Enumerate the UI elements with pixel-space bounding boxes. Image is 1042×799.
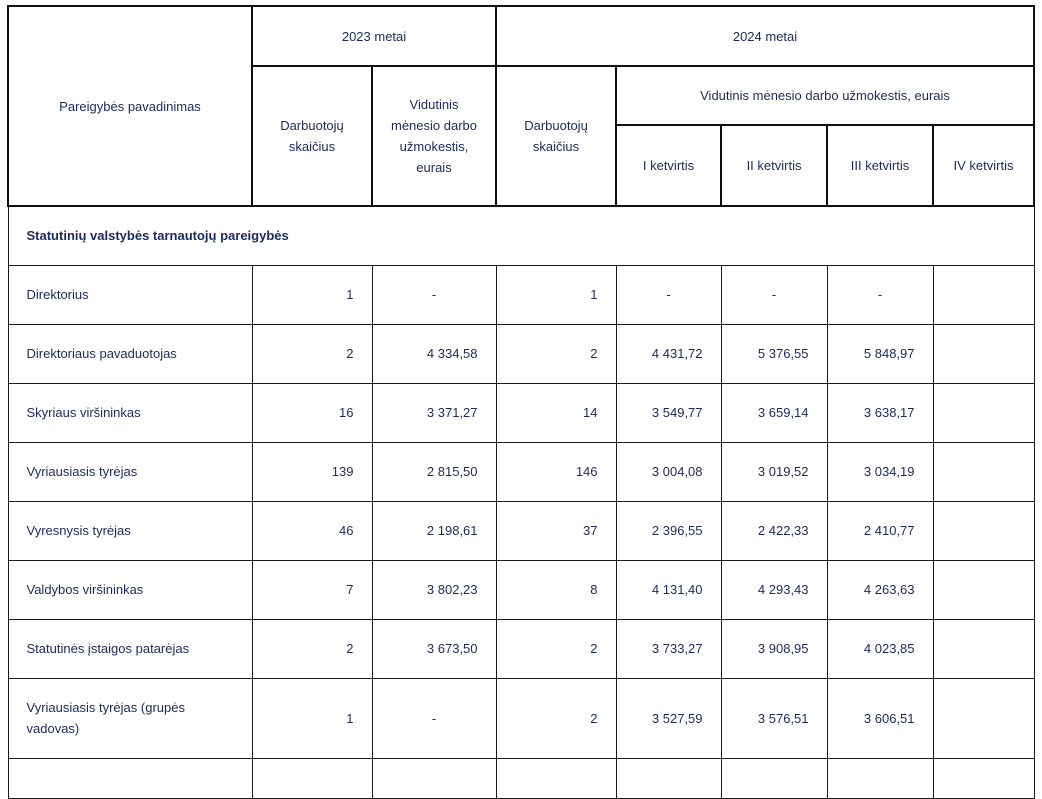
cell-q3: 3 638,17: [827, 383, 933, 442]
cell-employees-2024: 2: [496, 678, 616, 758]
cell-salary-2023: 3 371,27: [372, 383, 496, 442]
cell-q1: -: [616, 265, 721, 324]
cell-q2: 3 659,14: [721, 383, 827, 442]
cell-employees-2024: 2: [496, 619, 616, 678]
cell-employees-2023: 2: [252, 619, 372, 678]
salary-table: [7, 5, 1035, 799]
cell-q2: 2 422,33: [721, 501, 827, 560]
cell-q1: 4 431,72: [616, 324, 721, 383]
cell-q2: 3 576,51: [721, 678, 827, 758]
header-avg-salary-2023-text: Vidutinis mėnesio darbo užmokestis, eurais: [391, 97, 477, 175]
header-q4: [933, 125, 1034, 206]
cell-employees-2024: 146: [496, 442, 616, 501]
table-row: [8, 501, 1034, 560]
cell-empty: [827, 758, 933, 798]
table-body: [8, 6, 1034, 798]
cell-employees-2023: 7: [252, 560, 372, 619]
cell-employees-2024: 14: [496, 383, 616, 442]
cell-q1: 3 733,27: [616, 619, 721, 678]
cell-position: Direktorius: [8, 265, 252, 324]
header-employees-2024: [496, 66, 616, 206]
cell-q2: -: [721, 265, 827, 324]
cell-empty: [616, 758, 721, 798]
header-year-2024: 2024 metai: [496, 6, 1034, 66]
cell-q2: 4 293,43: [721, 560, 827, 619]
cell-employees-2023: 46: [252, 501, 372, 560]
header-q1: I ketvirtis: [616, 125, 721, 206]
header-employees-2024-text: Darbuotojų skaičius: [524, 118, 588, 154]
cell-q3: 4 023,85: [827, 619, 933, 678]
header-avg-salary-2024: Vidutinis mėnesio darbo užmokestis, eurais: [616, 66, 1034, 125]
cell-position: Valdybos viršininkas: [8, 560, 252, 619]
cell-employees-2023: 2: [252, 324, 372, 383]
cell-q3: -: [827, 265, 933, 324]
cell-q3: 3 606,51: [827, 678, 933, 758]
cell-q3: 2 410,77: [827, 501, 933, 560]
cell-q3: 3 034,19: [827, 442, 933, 501]
cell-employees-2023: 139: [252, 442, 372, 501]
cell-salary-2023: -: [372, 265, 496, 324]
header-q3: III ketvirtis: [827, 125, 933, 206]
cell-empty: [8, 758, 252, 798]
cell-salary-2023: -: [372, 678, 496, 758]
cell-salary-2023: 2 815,50: [372, 442, 496, 501]
table-row-partial: [8, 758, 1034, 798]
cell-empty: [252, 758, 372, 798]
cell-q2: 5 376,55: [721, 324, 827, 383]
header-year-2023: 2023 metai: [252, 6, 496, 66]
cell-employees-2023: 1: [252, 678, 372, 758]
table-row: [8, 560, 1034, 619]
cell-q1: 3 527,59: [616, 678, 721, 758]
cell-q3: 4 263,63: [827, 560, 933, 619]
cell-q4: [933, 678, 1034, 758]
cell-q2: 3 019,52: [721, 442, 827, 501]
cell-employees-2023: 16: [252, 383, 372, 442]
cell-empty: [496, 758, 616, 798]
cell-salary-2023: 2 198,61: [372, 501, 496, 560]
cell-position: Skyriaus viršininkas: [8, 383, 252, 442]
header-employees-2023-text: Darbuotojų skaičius: [280, 118, 344, 154]
header-position-name: Pareigybės pavadinimas: [8, 6, 252, 206]
cell-employees-2023: 1: [252, 265, 372, 324]
cell-q1: 3 004,08: [616, 442, 721, 501]
table-row: [8, 442, 1034, 501]
cell-q1: 2 396,55: [616, 501, 721, 560]
cell-empty: [933, 758, 1034, 798]
cell-salary-2023: 3 673,50: [372, 619, 496, 678]
cell-q4: [933, 560, 1034, 619]
section-title: Statutinių valstybės tarnautojų pareigybės: [8, 206, 1034, 265]
cell-employees-2024: 2: [496, 324, 616, 383]
cell-employees-2024: 8: [496, 560, 616, 619]
cell-employees-2024: 37: [496, 501, 616, 560]
cell-employees-2024: 1: [496, 265, 616, 324]
header-row-years: [8, 6, 1034, 66]
cell-q4: [933, 265, 1034, 324]
table-row: [8, 265, 1034, 324]
table-row: [8, 383, 1034, 442]
cell-salary-2023: 4 334,58: [372, 324, 496, 383]
table-row: [8, 678, 1034, 758]
table-row: [8, 324, 1034, 383]
header-employees-2023: [252, 66, 372, 206]
section-row: [8, 206, 1034, 265]
cell-q4: [933, 442, 1034, 501]
cell-position-text: Vyriausiasis tyrėjas (grupės vadovas): [26, 700, 185, 736]
cell-empty: [721, 758, 827, 798]
header-avg-salary-2023: [372, 66, 496, 206]
cell-position: [8, 678, 252, 758]
cell-q1: 4 131,40: [616, 560, 721, 619]
cell-empty: [372, 758, 496, 798]
cell-q4: [933, 383, 1034, 442]
cell-q4: [933, 501, 1034, 560]
header-q4-text: IV ketvirtis: [953, 158, 1014, 173]
cell-q4: [933, 619, 1034, 678]
cell-q2: 3 908,95: [721, 619, 827, 678]
header-q2: II ketvirtis: [721, 125, 827, 206]
table-row: [8, 619, 1034, 678]
cell-position: Vyresnysis tyrėjas: [8, 501, 252, 560]
cell-q1: 3 549,77: [616, 383, 721, 442]
cell-q3: 5 848,97: [827, 324, 933, 383]
cell-q4: [933, 324, 1034, 383]
cell-position: Direktoriaus pavaduotojas: [8, 324, 252, 383]
cell-salary-2023: 3 802,23: [372, 560, 496, 619]
cell-position: Statutinės įstaigos patarėjas: [8, 619, 252, 678]
cell-position: Vyriausiasis tyrėjas: [8, 442, 252, 501]
